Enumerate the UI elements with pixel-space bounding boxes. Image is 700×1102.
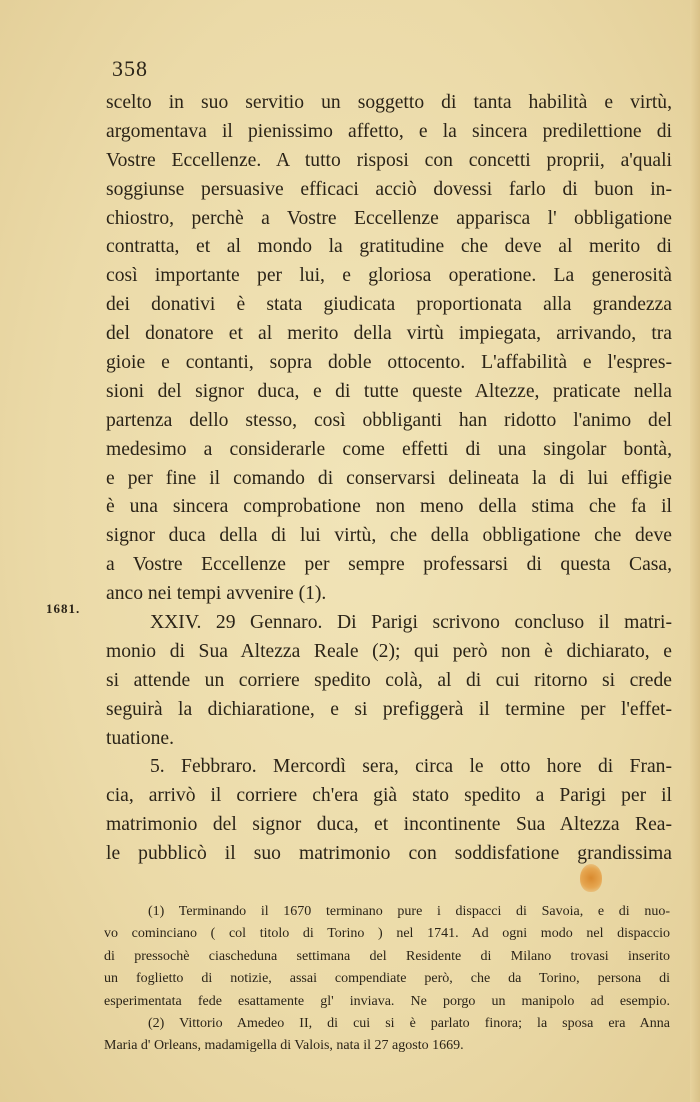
text-line: a Vostre Eccellenze per sempre professarsi di questa Casa, (106, 554, 672, 576)
text-line: medesimo a considerarle come effetti di una singolar bontà, (106, 438, 672, 460)
text-line: XXIV. 29 Gennaro. Di Parigi scrivono concluso il matri- (150, 612, 672, 634)
text-line: è una sincera comprobatione non meno della stima che fa il (106, 496, 672, 518)
text-line: dei donativi è stata giudicata proportionata alla grandezza (106, 294, 672, 316)
text-line: scelto in suo servitio un soggetto di tanta habilità e virtù, (106, 92, 672, 113)
text-line: cia, arrivò il corriere ch'era già stato spedito a Parigi per il (106, 785, 672, 807)
footnote-line: un foglietto di notizie, assai compendiate però, che da Torino, persona di (104, 971, 670, 987)
text-line: le pubblicò il suo matrimonio con soddisfatione grandissima (106, 843, 672, 865)
text-line: argomentava il pienissimo affetto, e la sincera predilettione di (106, 120, 672, 142)
footnote-line: (1) Terminando il 1670 terminano pure i dispacci di Savoia, e di nuo- (148, 904, 670, 919)
text-line: contratta, et al mondo la gratitudine che deve al merito di (106, 236, 672, 258)
text-line: tuatione. (106, 727, 175, 749)
margin-year-note: 1681. (46, 601, 81, 616)
footnote-line: vo cominciano ( col titolo di Torino ) nel 1741. Ad ogni modo nel dispaccio (104, 926, 670, 942)
text-line: partenza dello stesso, così obbliganti han ridotto l'animo del (106, 409, 672, 431)
text-line: così importante per lui, e gloriosa operatione. La generosità (106, 265, 672, 287)
footnote-line: di pressochè ciascheduna settimana del Residente di Milano trovasi inserito (104, 948, 670, 964)
footnotes (104, 901, 670, 1058)
text-line: seguirà la dichiaratione, e si prefiggerà il termine per l'effet- (106, 698, 672, 720)
page-number: 358 (112, 56, 148, 81)
text-line: anco nei tempi avvenire (1). (106, 583, 327, 605)
footnote-line: Maria d' Orleans, madamigella di Valois, nata il 27 agosto 1669. (104, 1038, 464, 1054)
text-line: matrimonio del signor duca, et incontinente Sua Altezza Rea- (106, 814, 672, 836)
text-line: 5. Febbraro. Mercordì sera, circa le otto hore di Fran- (150, 756, 672, 778)
text-line: soggiunse persuasive efficaci acciò dovessi farlo di buon in- (106, 178, 672, 200)
page-edge (690, 0, 700, 1102)
text-line: signor duca della di lui virtù, che della obbligatione che deve (106, 525, 672, 547)
paper-stain (580, 864, 602, 892)
main-text (106, 89, 672, 869)
footnote-line: (2) Vittorio Amedeo II, di cui si è parlato finora; la sposa era Anna (148, 1015, 670, 1031)
text-line: Vostre Eccellenze. A tutto risposi con concetti proprii, a'quali (106, 149, 672, 171)
text-line: monio di Sua Altezza Reale (2); qui però non è dichiarato, e (106, 640, 672, 662)
text-line: chiostro, perchè a Vostre Eccellenze apparisca l' obbligatione (106, 207, 672, 229)
text-line: e per fine il comando di conservarsi delineata la di lui effigie (106, 467, 672, 489)
text-line: del donatore et al merito della virtù impiegata, arrivando, tra (106, 323, 672, 345)
text-line: si attende un corriere spedito colà, al di cui ritorno si crede (106, 669, 672, 691)
text-line: sioni del signor duca, e di tutte queste Altezze, praticate nella (106, 380, 672, 402)
footnote-line: esperimentata fede esattamente gl' inviava. Ne porgo un manipolo ad esempio. (104, 993, 670, 1009)
text-line: gioie e contanti, sopra doble ottocento. L'affabilità e l'espres- (106, 352, 672, 374)
